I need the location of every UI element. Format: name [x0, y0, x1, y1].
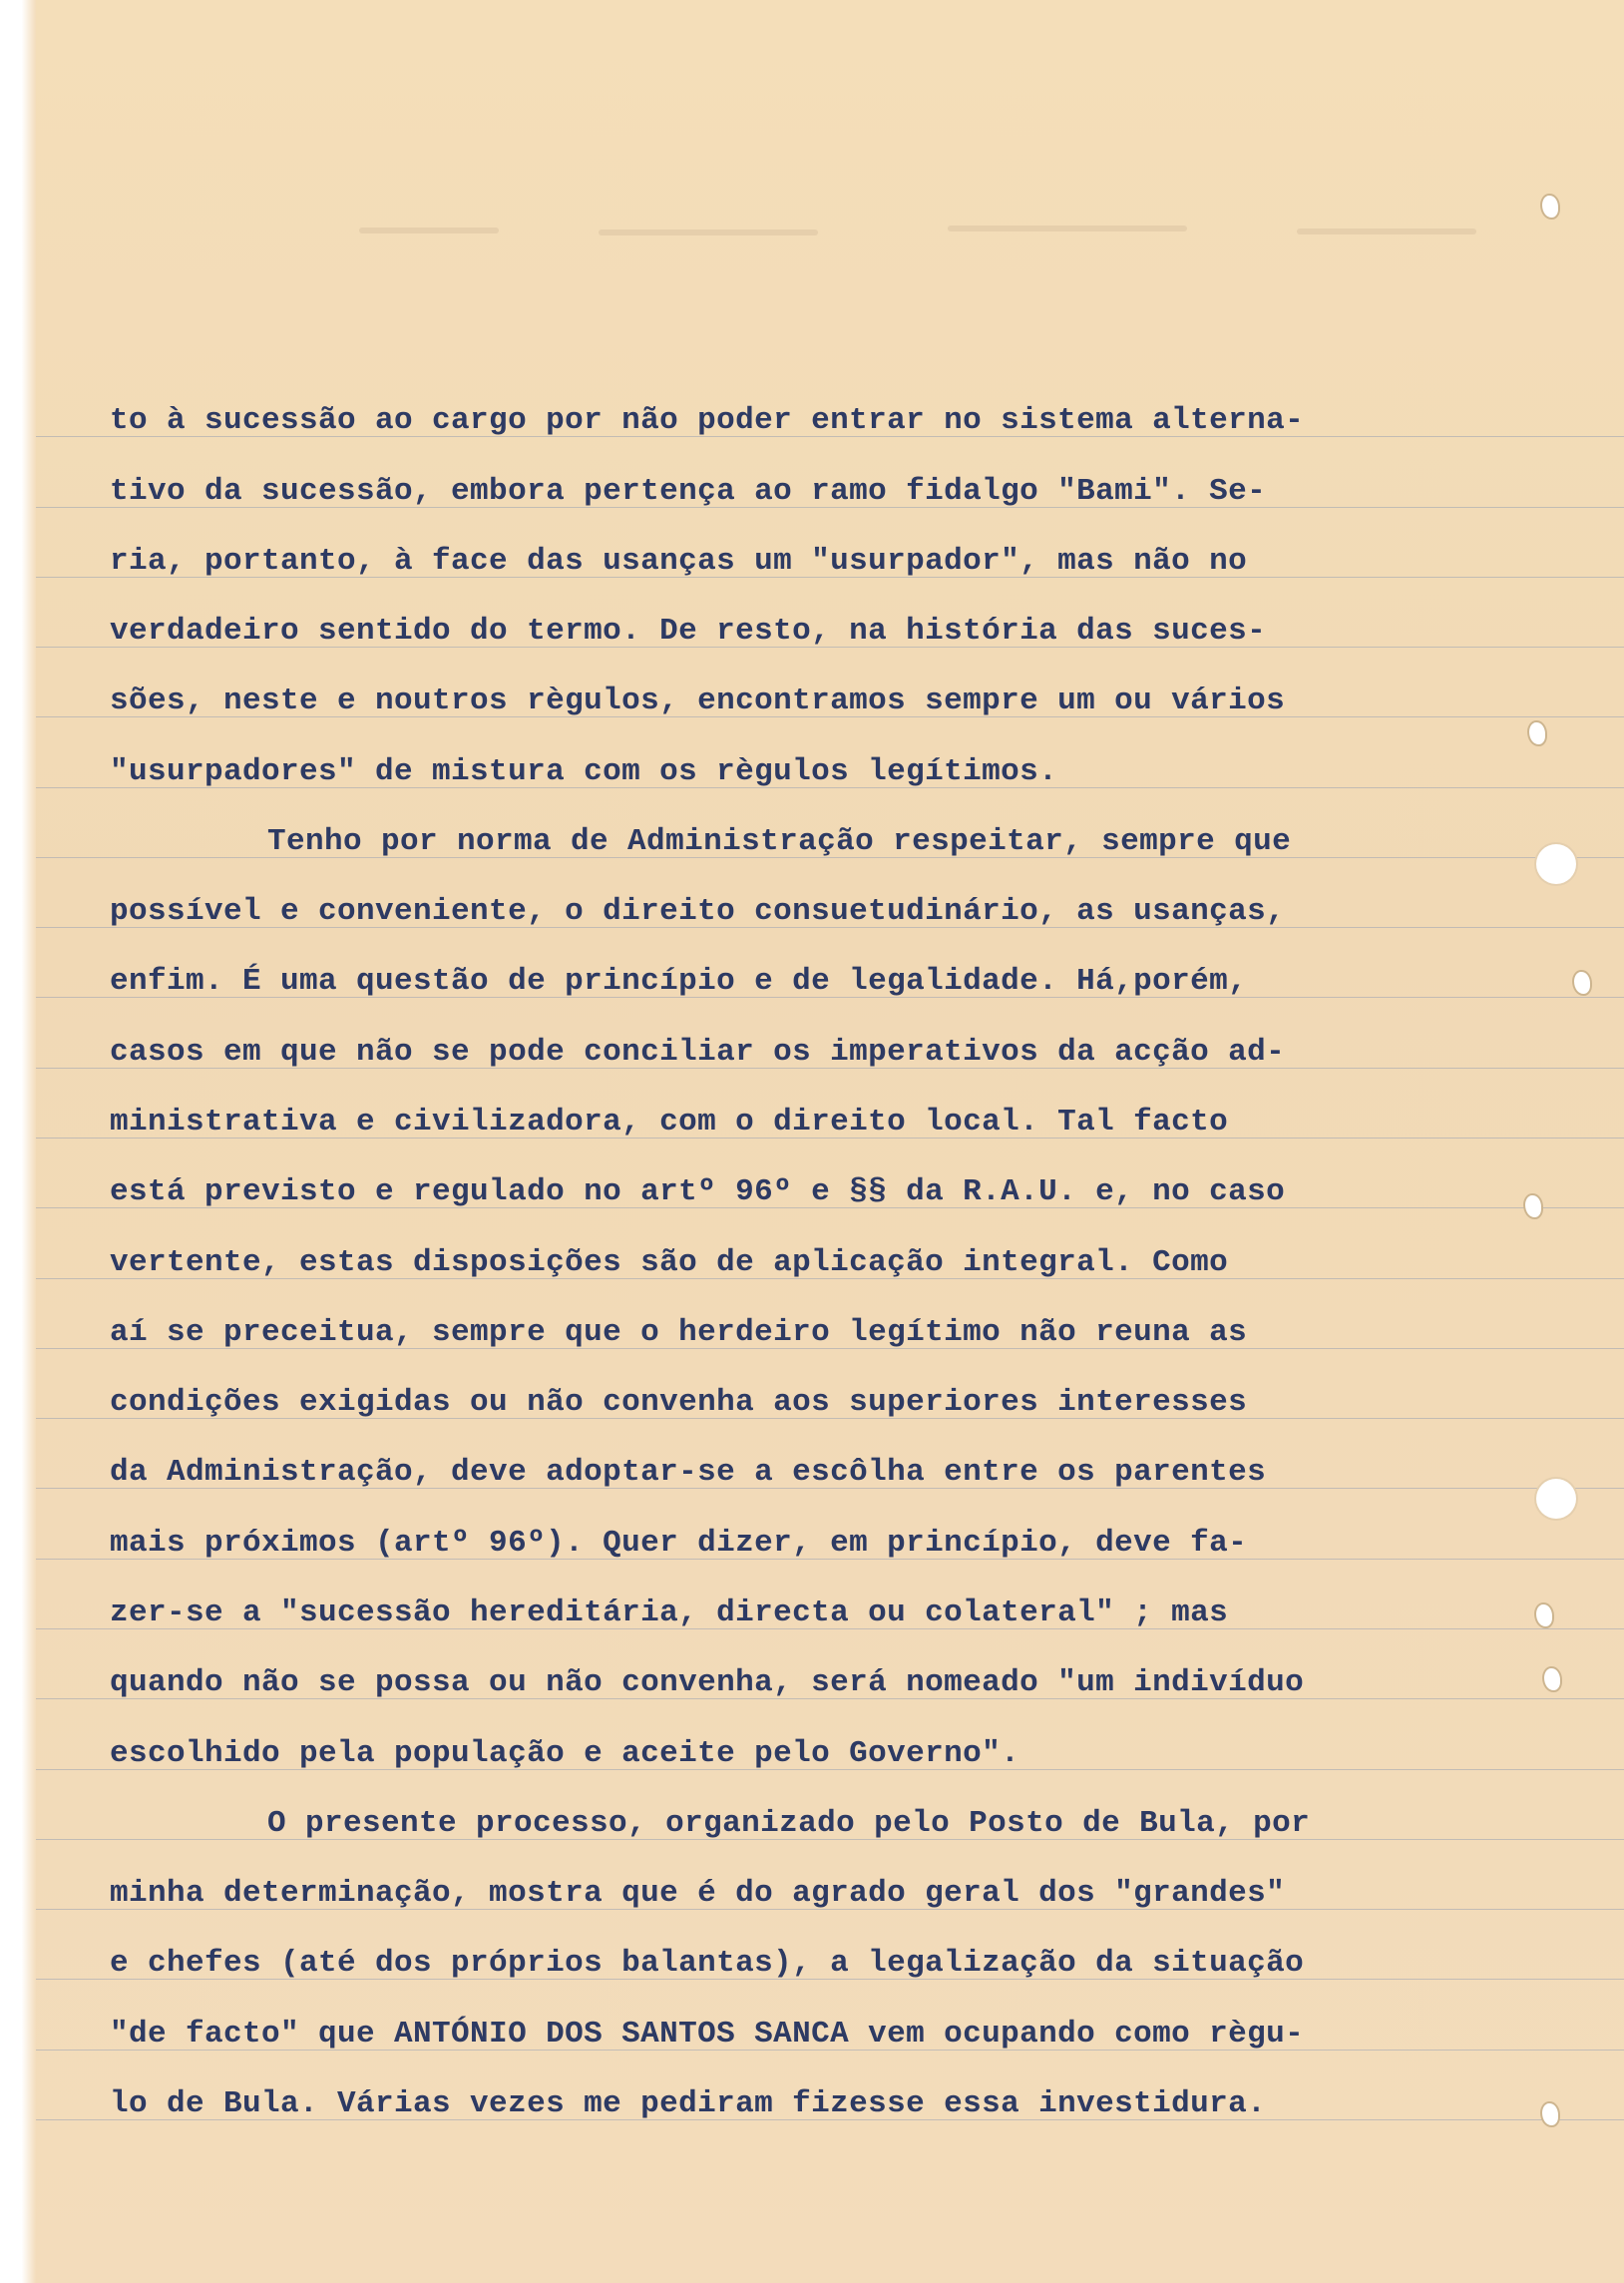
- bleed-through-mark: [1297, 228, 1476, 234]
- bleed-through-mark: [599, 229, 818, 235]
- text-line: quando não se possa ou não convenha, será nomeado "um indivíduo: [110, 1665, 1305, 1700]
- text-line: possível e conveniente, o direito consuetudinário, as usanças,: [110, 894, 1286, 929]
- punch-tear-mark: [1525, 1195, 1541, 1217]
- punch-tear-mark: [1542, 2103, 1558, 2125]
- text-line: to à sucessão ao cargo por não poder entrar no sistema alterna-: [110, 403, 1305, 438]
- text-line: lo de Bula. Várias vezes me pediram fizesse essa investidura.: [110, 2086, 1267, 2121]
- page-left-edge: [0, 0, 36, 2283]
- punch-tear-mark: [1536, 1604, 1552, 1626]
- text-line: da Administração, deve adoptar-se a escôlha entre os parentes: [110, 1455, 1267, 1490]
- text-line: e chefes (até dos próprios balantas), a legalização da situação: [110, 1946, 1305, 1981]
- text-line: aí se preceitua, sempre que o herdeiro legítimo não reuna as: [110, 1315, 1248, 1350]
- text-line: tivo da sucessão, embora pertença ao ramo fidalgo "Bami". Se-: [110, 474, 1267, 509]
- punch-hole: [1536, 1479, 1576, 1519]
- bleed-through-mark: [359, 228, 499, 233]
- text-line: "usurpadores" de mistura com os règulos legítimos.: [110, 754, 1058, 789]
- text-line: enfim. É uma questão de princípio e de legalidade. Há,porém,: [110, 964, 1248, 999]
- text-line: sões, neste e noutros règulos, encontramos sempre um ou vários: [110, 684, 1286, 718]
- punch-tear-mark: [1529, 722, 1545, 744]
- text-line: casos em que não se pode conciliar os imperativos da acção ad-: [110, 1035, 1286, 1070]
- punch-tear-mark: [1542, 196, 1558, 218]
- bleed-through-mark: [948, 226, 1187, 231]
- text-line: ministrativa e civilizadora, com o direito local. Tal facto: [110, 1105, 1229, 1140]
- paragraph-start-line: O presente processo, organizado pelo Posto de Bula, por: [267, 1806, 1311, 1841]
- text-line: zer-se a "sucessão hereditária, directa ou colateral" ; mas: [110, 1596, 1229, 1630]
- text-line: verdadeiro sentido do termo. De resto, na história das suces-: [110, 614, 1267, 649]
- punch-tear-mark: [1574, 972, 1590, 994]
- text-line: vertente, estas disposições são de aplicação integral. Como: [110, 1245, 1229, 1280]
- paragraph-start-line: Tenho por norma de Administração respeitar, sempre que: [267, 824, 1292, 859]
- text-line: condições exigidas ou não convenha aos superiores interesses: [110, 1385, 1248, 1420]
- punch-tear-mark: [1544, 1668, 1560, 1690]
- punch-hole: [1536, 844, 1576, 884]
- text-line: escolhido pela população e aceite pelo Governo".: [110, 1736, 1020, 1771]
- text-line: ria, portanto, à face das usanças um "usurpador", mas não no: [110, 544, 1248, 579]
- text-line: mais próximos (artº 96º). Quer dizer, em princípio, deve fa-: [110, 1526, 1248, 1561]
- text-line: "de facto" que ANTÓNIO DOS SANTOS SANCA vem ocupando como règu-: [110, 2017, 1305, 2052]
- text-line: está previsto e regulado no artº 96º e §§ da R.A.U. e, no caso: [110, 1174, 1286, 1209]
- text-line: minha determinação, mostra que é do agrado geral dos "grandes": [110, 1876, 1286, 1911]
